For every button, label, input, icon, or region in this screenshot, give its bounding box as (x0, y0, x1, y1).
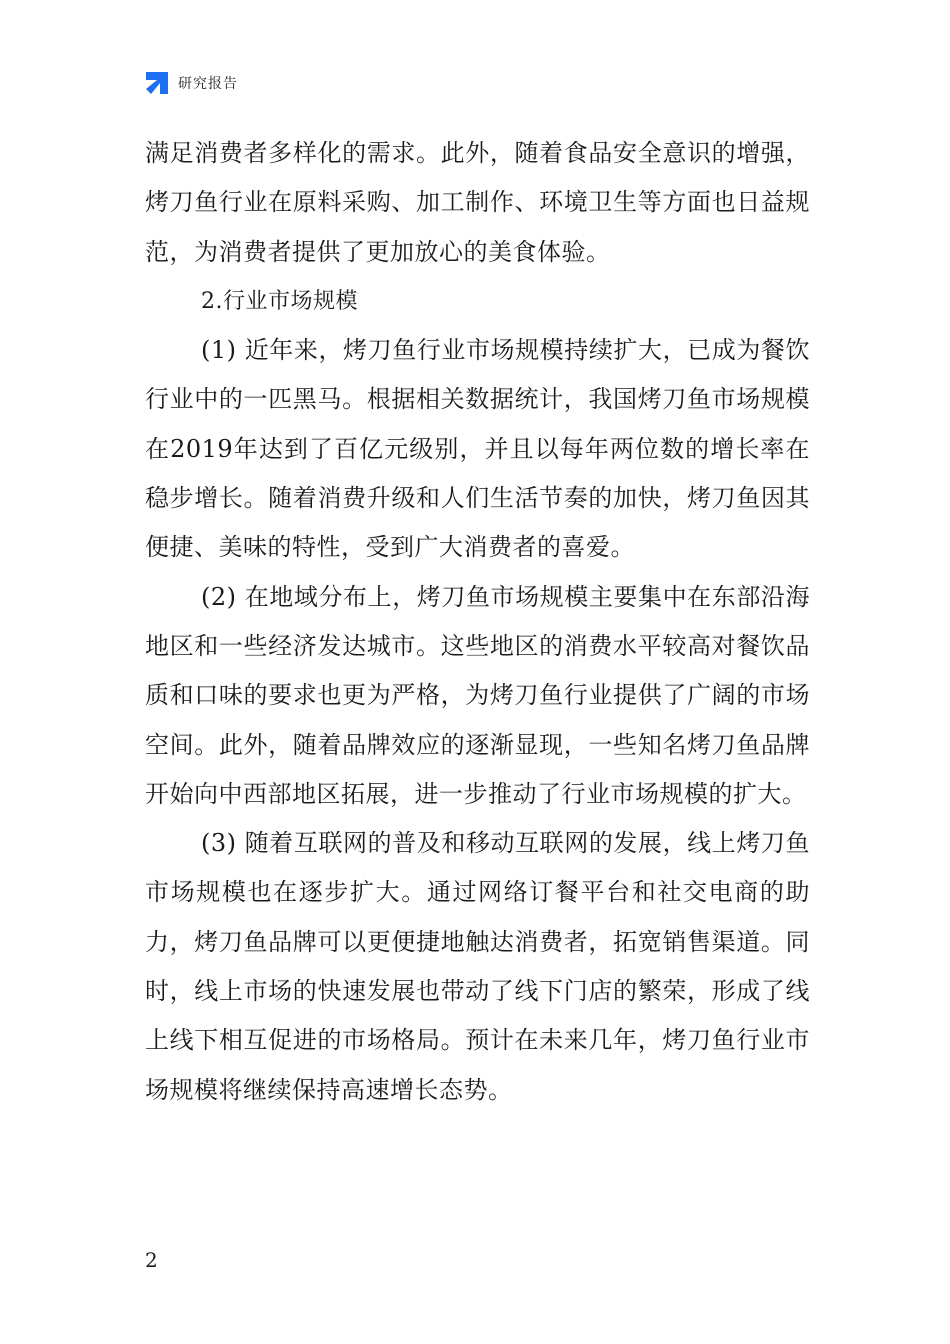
section-heading: 2.行业市场规模 (201, 288, 358, 314)
paragraph-3: (3) 随着互联网的普及和移动互联网的发展，线上烤刀鱼市场规模也在逐步扩大。通过网络订餐平台和社交电商的助力，烤刀鱼品牌可以更便捷地触达消费者，拓宽销售渠道。同时，线上市场的快速发展也带动了线下门店的繁荣，形成了线上线下相互促进的市场格局。预计在未来几年，烤刀鱼行业市场规模将继续保持高速增长态势。 (145, 829, 810, 1104)
page-number: 2 (145, 1248, 158, 1272)
page-header (145, 70, 238, 96)
report-label: 研究报告 (178, 76, 238, 92)
paragraph-continuation: 满足消费者多样化的需求。此外，随着食品安全意识的增强，烤刀鱼行业在原料采购、加工制作、环境卫生等方面也日益规范，为消费者提供了更加放心的美食体验。 (145, 139, 810, 266)
paragraph-2: (2) 在地域分布上，烤刀鱼市场规模主要集中在东部沿海地区和一些经济发达城市。这些地区的消费水平较高对餐饮品质和口味的要求也更为严格，为烤刀鱼行业提供了广阔的市场空间。此外，随着品牌效应的逐渐显现，一些知名烤刀鱼品牌开始向中西部地区拓展，进一步推动了行业市场规模的扩大。 (145, 582, 810, 808)
document-body (145, 129, 810, 1115)
arrow-up-right-icon (145, 71, 169, 95)
paragraph-1: (1) 近年来，烤刀鱼行业市场规模持续扩大，已成为餐饮行业中的一匹黑马。根据相关数据统计，我国烤刀鱼市场规模在2019年达到了百亿元级别，并且以每年两位数的增长率在稳步增长。随着消费升级和人们生活节奏的加快，烤刀鱼因其便捷、美味的特性，受到广大消费者的喜爱。 (145, 336, 810, 562)
